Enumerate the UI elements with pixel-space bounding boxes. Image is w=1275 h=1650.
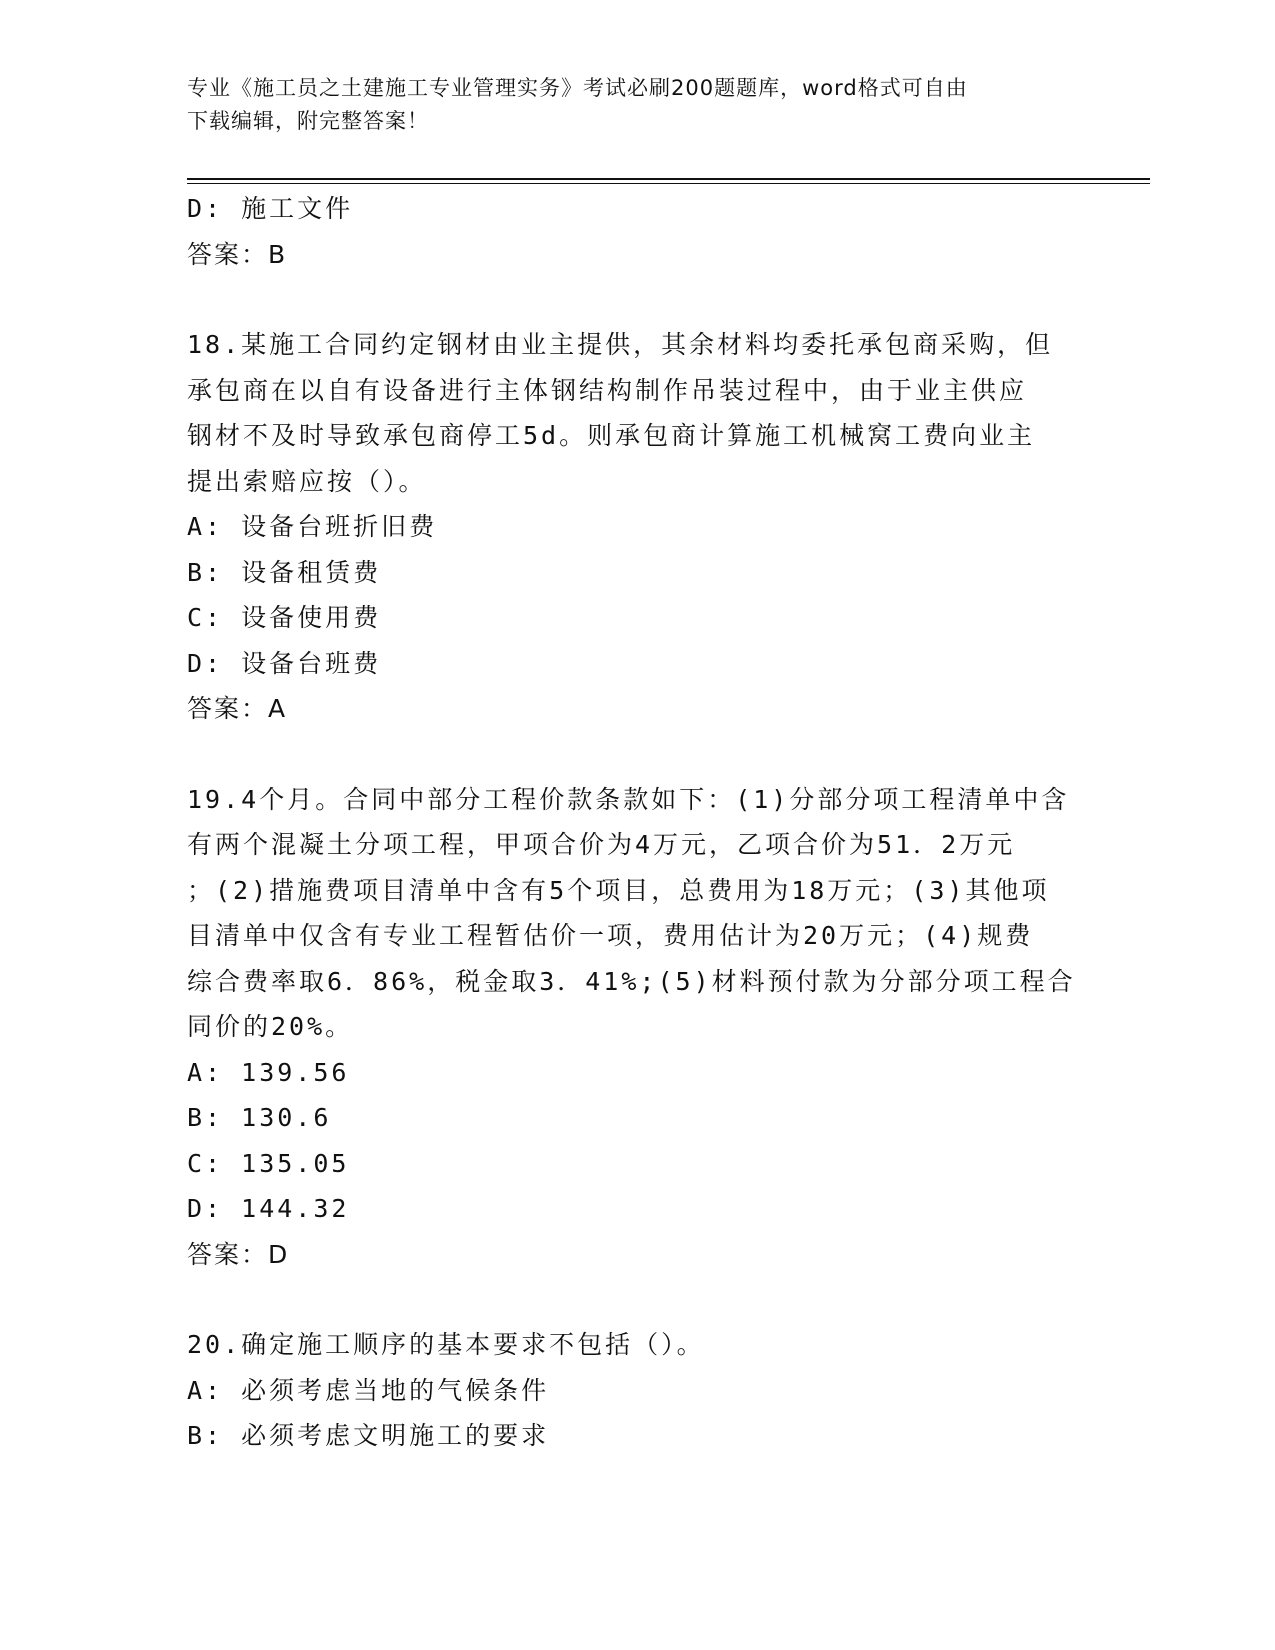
q18-stem-line-1: 18.某施工合同约定钢材由业主提供，其余材料均委托承包商采购，但 (187, 330, 1054, 359)
document-body (187, 186, 1087, 1459)
q18-stem-line-4: 提出索赔应按（）。 (187, 466, 427, 496)
q19-stem-line-3: ；(2)措施费项目清单中含有5个项目，总费用为18万元；(3)其他项 (187, 875, 1050, 905)
q20-option-b: B: 必须考虑文明施工的要求 (187, 1421, 550, 1450)
q19-stem-line-4: 目清单中仅含有专业工程暂估价一项，费用估计为20万元；(4)规费 (187, 921, 1034, 950)
q18-answer: 答案：A (187, 694, 288, 723)
q18-option-a: A: 设备台班折旧费 (187, 512, 438, 541)
q19-stem-line-5: 综合费率取6．86%，税金取3．41%;(5)材料预付款为分部分项工程合 (187, 966, 1076, 996)
page-header (187, 72, 1067, 138)
q18-option-d: D: 设备台班费 (187, 648, 382, 678)
question-20 (187, 1322, 1087, 1459)
question-18 (187, 322, 1087, 732)
q18-stem-line-3: 钢材不及时导致承包商停工5d。则承包商计算施工机械窝工费向业主 (187, 421, 1036, 450)
q20-stem-line-1: 20.确定施工顺序的基本要求不包括（）。 (187, 1330, 705, 1359)
q19-option-a: A: 139.56 (187, 1057, 350, 1087)
header-line-1: 专业《施工员之土建施工专业管理实务》考试必刷200题题库，word格式可自由 (187, 76, 968, 100)
q20-option-a: A: 必须考虑当地的气候条件 (187, 1375, 550, 1405)
q18-option-b: B: 设备租赁费 (187, 557, 382, 587)
q19-answer: 答案：D (187, 1239, 290, 1269)
q19-option-b: B: 130.6 (187, 1103, 332, 1132)
header-line-2: 下载编辑，附完整答案！ (187, 109, 429, 133)
header-rule-thin (187, 183, 1150, 184)
header-rule-thick (187, 178, 1150, 180)
q19-stem-line-6: 同价的20%。 (187, 1012, 354, 1041)
prev-answer: 答案：B (187, 239, 288, 269)
spacer (187, 732, 1087, 777)
q19-stem-line-2: 有两个混凝土分项工程，甲项合价为4万元，乙项合价为51．2万元 (187, 830, 1016, 859)
spacer (187, 1277, 1087, 1322)
q19-option-c: C: 135.05 (187, 1148, 350, 1178)
q18-option-c: C: 设备使用费 (187, 603, 382, 632)
q19-stem-line-1: 19.4个月。合同中部分工程价款条款如下：(1)分部分项工程清单中含 (187, 784, 1070, 814)
q18-stem-line-2: 承包商在以自有设备进行主体钢结构制作吊装过程中，由于业主供应 (187, 375, 1028, 405)
prev-option-d: D: 施工文件 (187, 194, 354, 223)
question-19 (187, 777, 1087, 1278)
q19-option-d: D: 144.32 (187, 1194, 350, 1223)
spacer (187, 277, 1087, 322)
